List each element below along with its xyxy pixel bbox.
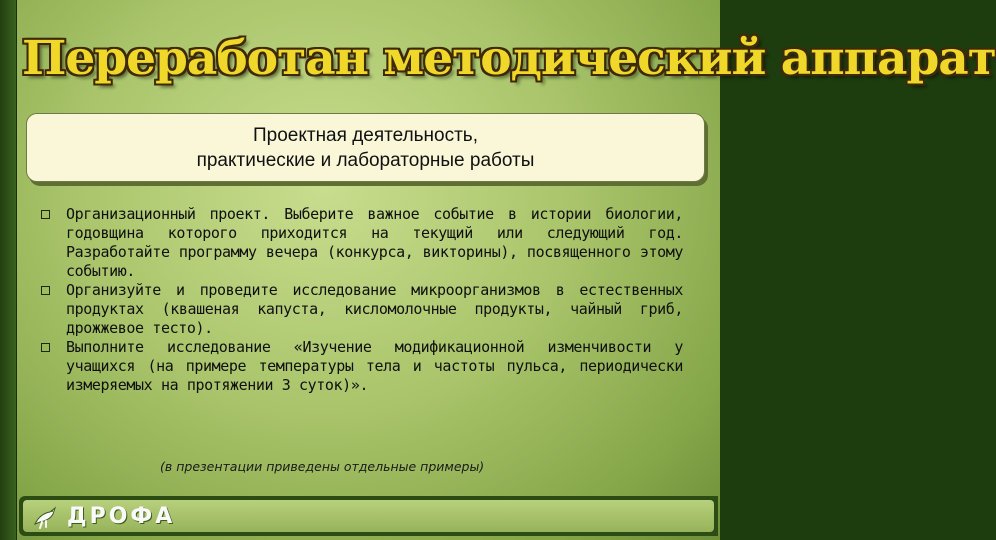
list-item xyxy=(37,338,683,395)
footer-bar xyxy=(19,496,718,536)
subtitle-box xyxy=(26,113,705,182)
footer-panel xyxy=(23,500,714,532)
bustard-bird-icon xyxy=(32,504,58,530)
subtitle-text: Проектная деятельность, практические и лабораторные работы xyxy=(196,124,535,171)
square-bullet-icon xyxy=(41,286,50,295)
list-item-text: Организуйте и проведите исследование микроорганизмов в естественных продуктах (квашеная капуста, кисломолочные продукты, чайный гриб, дрожжевое тесто). xyxy=(66,281,683,337)
list-item-text: Выполните исследование «Изучение модификационной изменчивости у учащихся (на примере температуры тела и частоты пульса, периодически измеряемых на протяжении 3 суток)». xyxy=(66,338,683,394)
brand-logo-text: ДРОФА xyxy=(67,504,176,529)
left-decor-strip xyxy=(0,0,17,540)
presentation-note: (в презентации приведены отдельные примеры) xyxy=(160,459,485,474)
list-item xyxy=(37,205,683,281)
square-bullet-icon xyxy=(41,343,50,352)
slide-title: Переработан методический аппарат xyxy=(22,31,996,86)
list-item xyxy=(37,281,683,338)
square-bullet-icon xyxy=(41,210,50,219)
task-list xyxy=(37,205,683,395)
list-item-text: Организационный проект. Выберите важное событие в истории биологии, годовщина которого приходится на текущий или следующий год. Разработайте программу вечера (конкурса, викторины), посвященного этому событию. xyxy=(66,205,683,280)
